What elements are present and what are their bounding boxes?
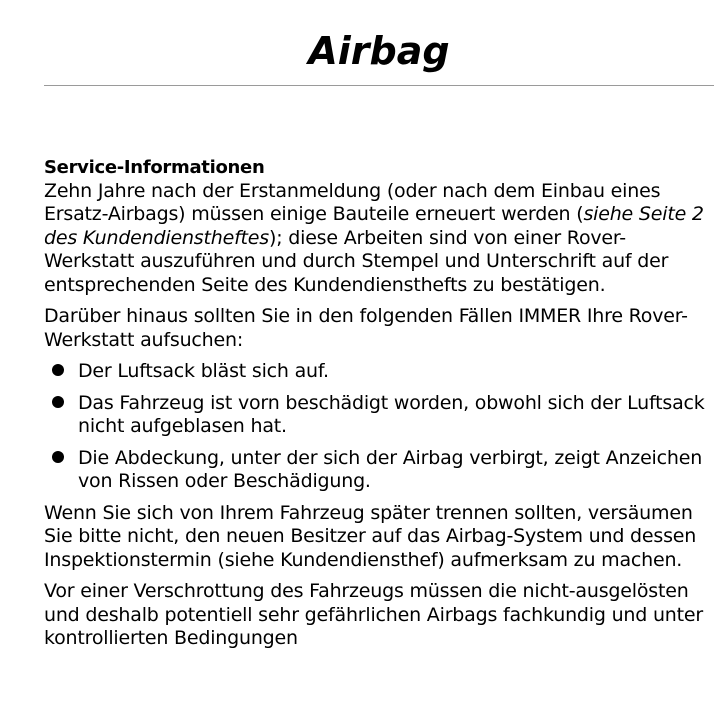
document-body xyxy=(44,156,714,659)
title-divider xyxy=(44,85,714,86)
bullet-icon xyxy=(52,364,64,376)
paragraph1-reference: siehe Seite 2 des Kundendienstheftes xyxy=(44,203,704,249)
list-item xyxy=(44,360,714,384)
bullet-list xyxy=(44,360,714,494)
list-item-text: Der Luftsack bläst sich auf. xyxy=(78,360,329,382)
list-item-text: Das Fahrzeug ist vorn beschädigt worden, obwohl sich der Luftsack nicht aufgeblasen hat. xyxy=(78,391,705,437)
paragraph1-text: Zehn Jahre nach der Erstanmeldung (oder nach dem Einbau eines Ersatz-Airbags) müssen einige Bauteile erneuert werden ( xyxy=(44,179,661,225)
paragraph-scrapping: Vor einer Verschrottung des Fahrzeugs müssen die nicht-ausgelösten und deshalb potentiell sehr gefährlichen Airbags fachkundig und unter kontrollierten Bedingungen xyxy=(44,580,703,649)
bullet-icon xyxy=(52,396,64,408)
list-item xyxy=(44,392,714,439)
paragraph-service-info xyxy=(44,180,714,298)
paragraph-new-owner: Wenn Sie sich von Ihrem Fahrzeug später trennen sollten, versäumen Sie bitte nicht, den neuen Besitzer auf das Airbag-System und dessen Inspektionstermin (siehe Kundendiensthef) aufmerksam zu machen. xyxy=(44,501,697,571)
section-heading: Service-Informationen xyxy=(44,157,265,178)
paragraph-workshop-visit: Darüber hinaus sollten Sie in den folgenden Fällen IMMER Ihre Rover- Werkstatt aufsuchen: xyxy=(44,305,688,351)
list-item-text: Die Abdeckung, unter der sich der Airbag verbirgt, zeigt Anzeichen von Rissen oder Beschädigung. xyxy=(78,446,703,492)
page-title: Airbag xyxy=(308,29,450,73)
list-item xyxy=(44,447,714,494)
bullet-icon xyxy=(52,451,64,463)
paragraph1-text-end: ); diese Arbeiten sind von einer Rover-Werkstatt auszuführen und durch Stempel und Unterschrift auf der entsprechenden Seite des Kundendiensthefts zu bestätigen. xyxy=(44,226,669,296)
